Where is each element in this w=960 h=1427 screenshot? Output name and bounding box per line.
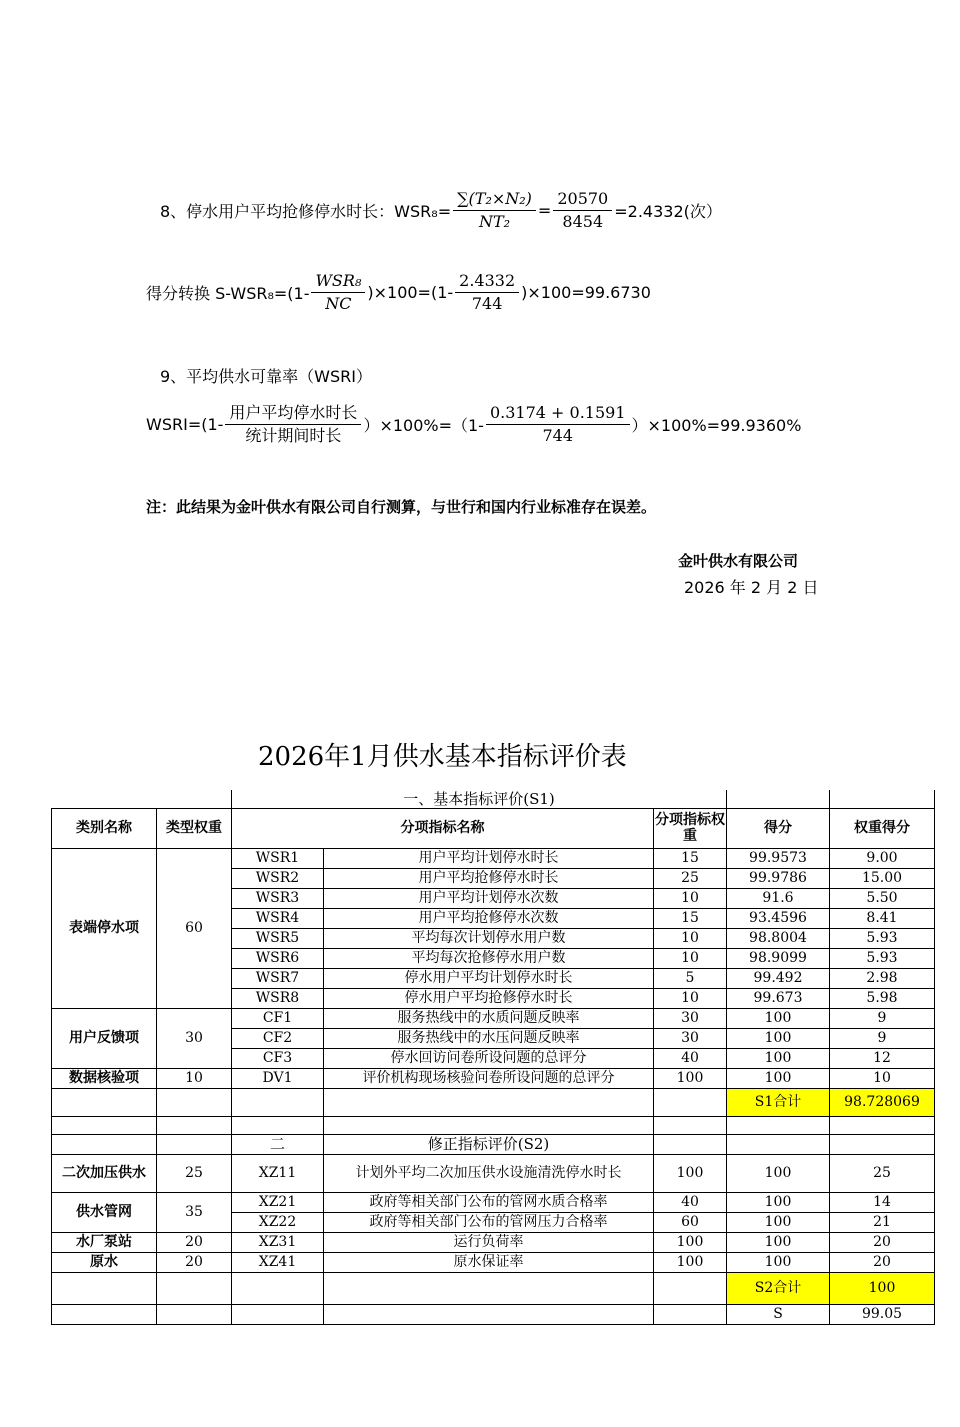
- indicator-name: 评价机构现场核验问卷所设问题的总评分: [324, 1068, 654, 1088]
- table-row: [52, 1008, 935, 1028]
- score-8-value-numerator: 2.4332: [455, 270, 519, 293]
- indicator-name: 停水用户平均计划停水时长: [324, 968, 654, 988]
- s1-total-value: 98.728069: [830, 1088, 935, 1116]
- indicator-code: DV1: [232, 1068, 324, 1088]
- company-name: 金叶供水有限公司: [678, 552, 799, 570]
- indicator-name: 用户平均抢修停水次数: [324, 908, 654, 928]
- section-1-title: 一、基本指标评价(S1): [232, 790, 727, 808]
- indicator-weight: 15: [654, 848, 727, 868]
- score-8-denominator: NC: [325, 294, 352, 313]
- table-row: [52, 1252, 935, 1272]
- group-weight: 60: [157, 848, 232, 1008]
- table-title: 2026年1月供水基本指标评价表: [258, 742, 627, 772]
- wsri-formula: [146, 402, 801, 447]
- indicator-name: 计划外平均二次加压供水设施清洗停水时长: [324, 1154, 654, 1192]
- indicator-name: 平均每次计划停水用户数: [324, 928, 654, 948]
- score-8-label: 得分转换 S-WSR₈=(1-: [146, 284, 310, 303]
- score-8-numerator: WSR₈: [311, 270, 365, 293]
- indicator-weight: 10: [654, 948, 727, 968]
- header-type-weight: 类型权重: [157, 808, 232, 848]
- indicator-name: 用户平均计划停水时长: [324, 848, 654, 868]
- indicator-code: WSR6: [232, 948, 324, 968]
- indicator-score: 100: [727, 1154, 830, 1192]
- s-total-value: 99.05: [830, 1304, 935, 1324]
- indicator-score: 100: [727, 1048, 830, 1068]
- s1-total-label: S1合计: [727, 1088, 830, 1116]
- indicator-score: 100: [727, 1252, 830, 1272]
- s-total-label: S: [727, 1304, 830, 1324]
- indicator-weighted: 21: [830, 1212, 935, 1232]
- section-2-number: 二: [232, 1134, 324, 1154]
- table-row: [52, 1068, 935, 1088]
- indicator-weight: 100: [654, 1232, 727, 1252]
- indicator-score: 99.9573: [727, 848, 830, 868]
- s2-total-label: S2合计: [727, 1272, 830, 1304]
- indicator-weighted: 12: [830, 1048, 935, 1068]
- formula-8-label: 8、停水用户平均抢修停水时长：WSR₈=: [160, 202, 452, 221]
- indicator-name: 服务热线中的水质问题反映率: [324, 1008, 654, 1028]
- indicator-weighted: 9: [830, 1028, 935, 1048]
- indicator-name: 用户平均抢修停水时长: [324, 868, 654, 888]
- indicator-weighted: 10: [830, 1068, 935, 1088]
- category-name: 二次加压供水: [52, 1154, 157, 1192]
- indicator-name: 政府等相关部门公布的管网压力合格率: [324, 1212, 654, 1232]
- indicator-weight: 60: [654, 1212, 727, 1232]
- indicator-score: 98.9099: [727, 948, 830, 968]
- score-8-value-fraction: [455, 270, 519, 315]
- indicator-weight: 100: [654, 1068, 727, 1088]
- indicator-score: 93.4596: [727, 908, 830, 928]
- category-weight: 20: [157, 1252, 232, 1272]
- formula-8: [160, 188, 722, 233]
- s1-total-row: [52, 1088, 935, 1116]
- category-name: 供水管网: [52, 1192, 157, 1232]
- wsri-numerator: 用户平均停水时长: [225, 402, 361, 425]
- category-weight: 25: [157, 1154, 232, 1192]
- indicator-name: 平均每次抢修停水用户数: [324, 948, 654, 968]
- formula-8-denominator: NT₂: [478, 212, 511, 231]
- indicator-score: 98.8004: [727, 928, 830, 948]
- indicator-weight: 10: [654, 988, 727, 1008]
- indicator-weight: 40: [654, 1048, 727, 1068]
- indicator-score: 99.9786: [727, 868, 830, 888]
- indicator-weighted: 5.98: [830, 988, 935, 1008]
- table-row: [52, 1232, 935, 1252]
- section-2-title: 修正指标评价(S2): [324, 1134, 654, 1154]
- category-weight: 35: [157, 1192, 232, 1232]
- wsri-value-fraction: [486, 402, 630, 447]
- indicator-weighted: 9.00: [830, 848, 935, 868]
- indicator-score: 100: [727, 1008, 830, 1028]
- indicator-name: 服务热线中的水压问题反映率: [324, 1028, 654, 1048]
- indicator-weight: 100: [654, 1252, 727, 1272]
- document-date: 2026 年 2 月 2 日: [684, 578, 819, 597]
- indicator-code: XZ11: [232, 1154, 324, 1192]
- wsri-fraction: [225, 402, 361, 447]
- header-row: [52, 808, 935, 848]
- indicator-weight: 15: [654, 908, 727, 928]
- indicator-weighted: 14: [830, 1192, 935, 1212]
- score-8-fraction: [311, 270, 365, 315]
- disclaimer-note: 注：此结果为金叶供水有限公司自行测算，与世行和国内行业标准存在误差。: [146, 498, 657, 516]
- score-8-result: )×100=99.6730: [521, 283, 651, 302]
- indicator-score: 100: [727, 1232, 830, 1252]
- indicator-code: CF3: [232, 1048, 324, 1068]
- indicator-score: 91.6: [727, 888, 830, 908]
- indicator-weighted: 15.00: [830, 868, 935, 888]
- indicator-weight: 30: [654, 1008, 727, 1028]
- indicator-code: XZ22: [232, 1212, 324, 1232]
- score-8-value-denominator: 744: [471, 294, 503, 313]
- table-row: [52, 1154, 935, 1192]
- indicator-weighted: 25: [830, 1154, 935, 1192]
- indicator-score: 99.673: [727, 988, 830, 1008]
- indicator-code: WSR5: [232, 928, 324, 948]
- score-8-mid: )×100=(1-: [367, 283, 454, 302]
- header-sub-weight: 分项指标权重: [654, 808, 727, 848]
- header-category: 类别名称: [52, 808, 157, 848]
- indicator-code: WSR1: [232, 848, 324, 868]
- indicator-weight: 10: [654, 928, 727, 948]
- formula-8-fraction: [453, 188, 536, 233]
- wsri-result: ）×100%=99.9360%: [631, 416, 802, 435]
- header-score: 得分: [727, 808, 830, 848]
- indicator-name: 原水保证率: [324, 1252, 654, 1272]
- formula-8-equals: =: [537, 201, 552, 220]
- indicator-name: 政府等相关部门公布的管网水质合格率: [324, 1192, 654, 1212]
- indicator-weighted: 20: [830, 1232, 935, 1252]
- wsri-value-numerator: 0.3174 + 0.1591: [486, 402, 630, 425]
- indicator-code: XZ31: [232, 1232, 324, 1252]
- indicator-score: 100: [727, 1028, 830, 1048]
- indicator-weight: 10: [654, 888, 727, 908]
- formula-8-value-fraction: [553, 188, 612, 233]
- category-name: 原水: [52, 1252, 157, 1272]
- evaluation-table: [51, 790, 935, 1325]
- category-weight: 20: [157, 1232, 232, 1252]
- indicator-weight: 25: [654, 868, 727, 888]
- indicator-weighted: 5.93: [830, 928, 935, 948]
- formula-8-value-numerator: 20570: [553, 188, 612, 211]
- formula-8-numerator: ∑(T₂×N₂): [453, 188, 536, 211]
- indicator-name: 运行负荷率: [324, 1232, 654, 1252]
- indicator-weighted: 9: [830, 1008, 935, 1028]
- section-2-row: [52, 1134, 935, 1154]
- s2-total-value: 100: [830, 1272, 935, 1304]
- indicator-code: CF1: [232, 1008, 324, 1028]
- indicator-score: 100: [727, 1192, 830, 1212]
- header-indicator: 分项指标名称: [232, 808, 654, 848]
- indicator-weighted: 8.41: [830, 908, 935, 928]
- indicator-weight: 30: [654, 1028, 727, 1048]
- wsri-denominator: 统计期间时长: [245, 426, 342, 445]
- group-name: 用户反馈项: [52, 1008, 157, 1068]
- indicator-code: CF2: [232, 1028, 324, 1048]
- formula-8-result: =2.4332(次）: [614, 202, 722, 221]
- indicator-score: 100: [727, 1068, 830, 1088]
- wsri-label: WSRI=(1-: [146, 415, 224, 434]
- table-row: [52, 848, 935, 868]
- indicator-weight: 5: [654, 968, 727, 988]
- wsri-value-denominator: 744: [542, 426, 573, 445]
- indicator-code: WSR7: [232, 968, 324, 988]
- indicator-code: WSR2: [232, 868, 324, 888]
- s-total-row: [52, 1304, 935, 1324]
- formula-8-value-denominator: 8454: [562, 212, 604, 231]
- indicator-weighted: 20: [830, 1252, 935, 1272]
- formula-9-heading: 9、平均供水可靠率（WSRI）: [160, 367, 372, 386]
- indicator-name: 用户平均计划停水次数: [324, 888, 654, 908]
- indicator-code: WSR3: [232, 888, 324, 908]
- indicator-score: 99.492: [727, 968, 830, 988]
- header-weighted: 权重得分: [830, 808, 935, 848]
- section-1-row: [52, 790, 935, 808]
- category-name: 水厂泵站: [52, 1232, 157, 1252]
- indicator-weighted: 5.93: [830, 948, 935, 968]
- indicator-code: WSR4: [232, 908, 324, 928]
- indicator-name: 停水回访问卷所设问题的总评分: [324, 1048, 654, 1068]
- group-name: 表端停水项: [52, 848, 157, 1008]
- score-conversion-8: [146, 270, 651, 315]
- indicator-name: 停水用户平均抢修停水时长: [324, 988, 654, 1008]
- indicator-weight: 40: [654, 1192, 727, 1212]
- s2-total-row: [52, 1272, 935, 1304]
- indicator-code: XZ21: [232, 1192, 324, 1212]
- indicator-weighted: 5.50: [830, 888, 935, 908]
- group-name: 数据核验项: [52, 1068, 157, 1088]
- table-row: [52, 1192, 935, 1212]
- group-weight: 10: [157, 1068, 232, 1088]
- indicator-code: XZ41: [232, 1252, 324, 1272]
- indicator-code: WSR8: [232, 988, 324, 1008]
- indicator-weight: 100: [654, 1154, 727, 1192]
- indicator-weighted: 2.98: [830, 968, 935, 988]
- group-weight: 30: [157, 1008, 232, 1068]
- wsri-mid: ）×100%=（1-: [363, 416, 484, 435]
- indicator-score: 100: [727, 1212, 830, 1232]
- blank-row: [52, 1116, 935, 1134]
